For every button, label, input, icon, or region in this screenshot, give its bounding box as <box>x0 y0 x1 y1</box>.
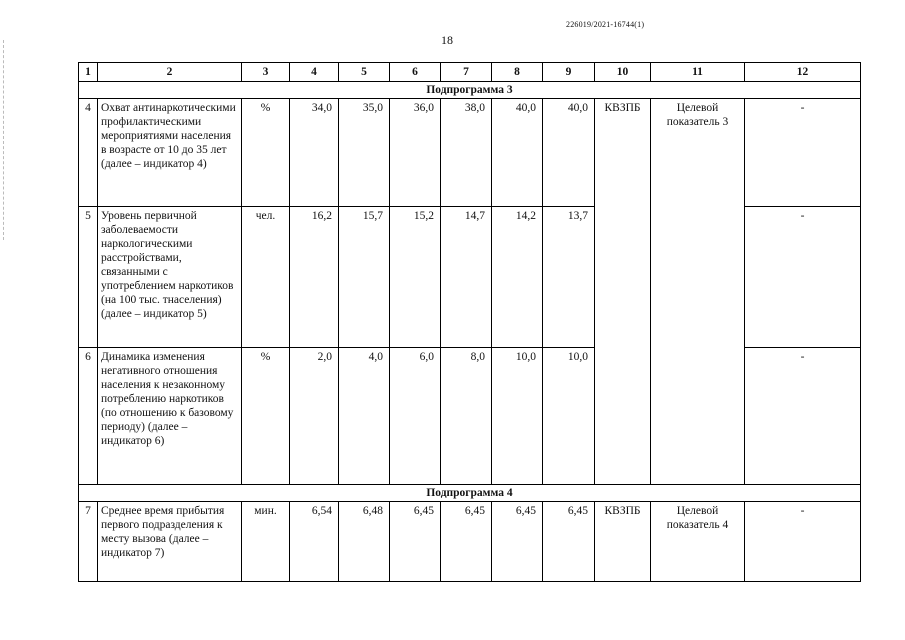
indicator-name: Среднее время прибытия первого подразделения к месту вызова (далее – индикатор 7) <box>98 502 242 582</box>
unit-cell: % <box>242 99 290 207</box>
value-cell: 15,2 <box>390 207 441 348</box>
value-cell: 6,0 <box>390 348 441 485</box>
column-number: 8 <box>492 63 543 82</box>
value-cell: 6,54 <box>290 502 339 582</box>
value-cell: 6,48 <box>339 502 390 582</box>
row-number: 5 <box>79 207 98 348</box>
executor-cell: КВЗПБ <box>595 502 651 582</box>
column-number: 5 <box>339 63 390 82</box>
column-number: 11 <box>651 63 745 82</box>
unit-cell: мин. <box>242 502 290 582</box>
subprogram-title: Подпрограмма 4 <box>79 485 861 502</box>
value-cell: 35,0 <box>339 99 390 207</box>
value-cell: 4,0 <box>339 348 390 485</box>
subprogram-title: Подпрограмма 3 <box>79 82 861 99</box>
row-number: 7 <box>79 502 98 582</box>
value-cell: 36,0 <box>390 99 441 207</box>
subprogram-row <box>79 82 861 99</box>
column-number: 3 <box>242 63 290 82</box>
note-cell: - <box>745 207 861 348</box>
table-row <box>79 502 861 582</box>
column-number: 7 <box>441 63 492 82</box>
column-number: 9 <box>543 63 595 82</box>
column-number: 1 <box>79 63 98 82</box>
note-cell: - <box>745 502 861 582</box>
row-number: 4 <box>79 99 98 207</box>
value-cell: 14,2 <box>492 207 543 348</box>
row-number: 6 <box>79 348 98 485</box>
executor-cell: КВЗПБ <box>595 99 651 485</box>
value-cell: 38,0 <box>441 99 492 207</box>
unit-cell: % <box>242 348 290 485</box>
page-number: 18 <box>441 33 453 47</box>
column-number: 2 <box>98 63 242 82</box>
value-cell: 15,7 <box>339 207 390 348</box>
scan-edge-mark <box>3 40 5 240</box>
value-cell: 2,0 <box>290 348 339 485</box>
registration-number: 226019/2021-16744(1) <box>566 20 645 29</box>
subprogram-row <box>79 485 861 502</box>
column-number-row <box>79 63 861 82</box>
value-cell: 6,45 <box>441 502 492 582</box>
indicator-name: Динамика изменения негативного отношения населения к незаконному потреблению наркотиков (по отношению к базовому периоду) (далее – индикатор 6) <box>98 348 242 485</box>
value-cell: 10,0 <box>492 348 543 485</box>
value-cell: 10,0 <box>543 348 595 485</box>
target-link-cell: Целевой показатель 3 <box>651 99 745 485</box>
value-cell: 6,45 <box>492 502 543 582</box>
column-number: 10 <box>595 63 651 82</box>
value-cell: 16,2 <box>290 207 339 348</box>
indicator-name: Уровень первичной заболеваемости наркологическими расстройствами, связанными с употреблением наркотиков (на 100 тыс. тнаселения) (далее – индикатор 5) <box>98 207 242 348</box>
column-number: 4 <box>290 63 339 82</box>
value-cell: 13,7 <box>543 207 595 348</box>
note-cell: - <box>745 99 861 207</box>
column-number: 6 <box>390 63 441 82</box>
table-row <box>79 99 861 207</box>
value-cell: 6,45 <box>543 502 595 582</box>
unit-cell: чел. <box>242 207 290 348</box>
target-link-cell: Целевой показатель 4 <box>651 502 745 582</box>
indicator-name: Охват антинаркотическими профилактическими мероприятиями населения в возрасте от 10 до 35 лет (далее – индикатор 4) <box>98 99 242 207</box>
indicators-table <box>78 62 861 582</box>
value-cell: 14,7 <box>441 207 492 348</box>
value-cell: 34,0 <box>290 99 339 207</box>
value-cell: 8,0 <box>441 348 492 485</box>
value-cell: 40,0 <box>543 99 595 207</box>
column-number: 12 <box>745 63 861 82</box>
note-cell: - <box>745 348 861 485</box>
value-cell: 40,0 <box>492 99 543 207</box>
value-cell: 6,45 <box>390 502 441 582</box>
